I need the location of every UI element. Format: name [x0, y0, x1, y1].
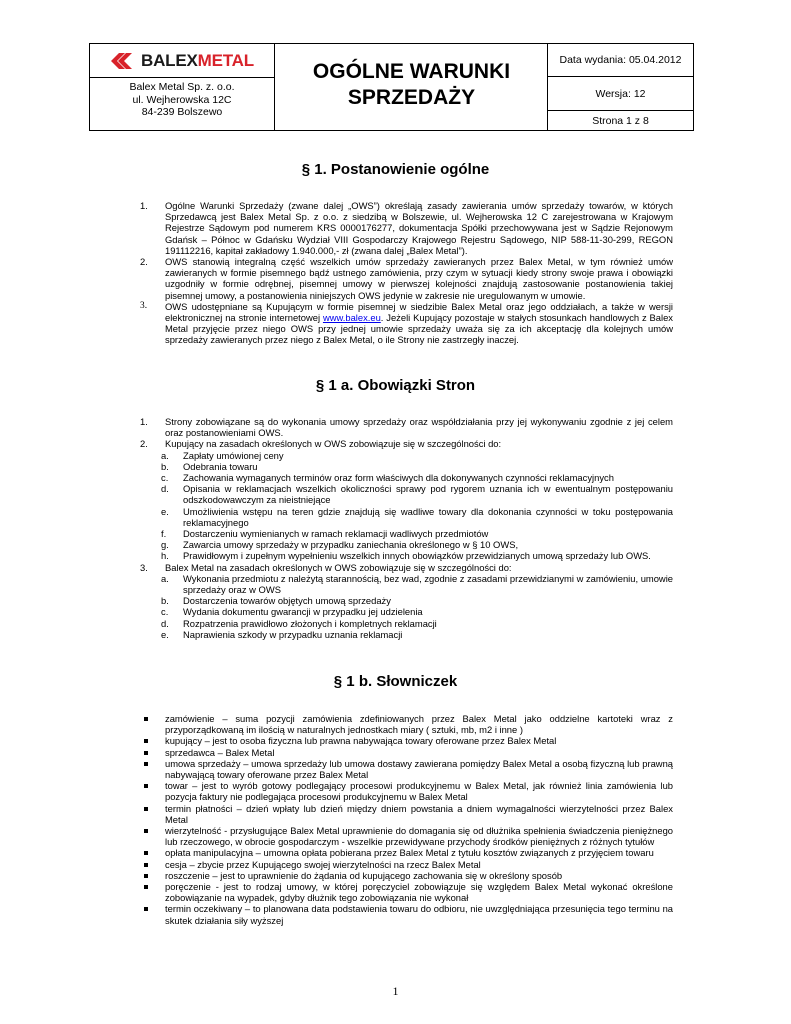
- glossary-item: [143, 713, 673, 735]
- sub-text: Prawidłowym i zupełnym wypełnieniu wszelkich innych obowiązków przewidzianych umową sprzedaży lub OWS.: [183, 550, 651, 562]
- sub-letter: e.: [161, 628, 169, 640]
- glossary-item: [143, 780, 673, 802]
- glossary-text: wierzytelność - przysługujące Balex Metal uprawnienie do domagania się od dłużnika spełnienia świadczenia pieniężnego lub rzeczowego, w obrocie gospodarczym - wszelkie przewidywane przychody środków pieniężnych z różnych tytułów: [165, 825, 673, 848]
- sub-letter: f.: [161, 528, 167, 540]
- sub-text: Wydania dokumentu gwarancji w przypadku jej udzielenia: [183, 606, 423, 618]
- section-1-list: [140, 200, 673, 346]
- sub-item: [140, 528, 673, 539]
- bullet-icon: [144, 874, 148, 878]
- glossary-text: opłata manipulacyjna – umowna opłata pobierana przez Balex Metal z tytułu kosztów związanych z przyjęciem towaru: [165, 847, 654, 859]
- sub-item: [140, 506, 673, 528]
- section-1a-title: § 1 a. Obowiązki Stron: [315, 377, 476, 394]
- document-title: [275, 59, 548, 111]
- bullet-icon: [144, 784, 148, 788]
- bullet-icon: [144, 717, 148, 721]
- sub-text: Naprawienia szkody w przypadku uznania reklamacji: [183, 628, 403, 640]
- sub-text: Opisania w reklamacjach wszelkich okoliczności sprawy pod rygorem uznania ich w ewentualnym postępowaniu odszkodowawczym za nieistniejące: [183, 483, 673, 506]
- glossary-list: [143, 713, 673, 926]
- item-text: OWS stanowią integralną część wszelkich umów sprzedaży zawieranych przez Balex Metal, w tym również umów zawieranych w formie pisemnego bądź ustnego zamówienia, przy czym w sytuacji kiedy strony swoje prawa i obowiązki uzgodniły w formie odrębnej, pisemnej umowy w pierwszej kolejności znajdują zastosowanie postanowienia takiej pisemnej umowy, a postanowienia niniejszych OWS jedynie w zakresie nie uregulowanym w umowie.: [165, 256, 673, 301]
- sub-item: [140, 550, 673, 561]
- list-item: [140, 200, 673, 256]
- item-text: . Jeżeli Kupujący pozostaje w stałych stosunkach handlowych z Balex Metal przyjęcie przez niego OWS przy jednej umowie sprzedaży uważa się za ich akceptację dla kolejnych umów sprzedaży zawieranych przez niego z Balex Metal, o ile Strony nie zastrzegły inaczej.: [165, 312, 673, 346]
- glossary-text: umowa sprzedaży – umowa sprzedaży lub umowa dostawy zawierana pomiędzy Balex Metal a osobą fizyczną lub prawną nabywającą towary oferowane przez Balex Metal: [165, 757, 673, 781]
- sub-item: [140, 629, 673, 640]
- balex-metal-logo: [111, 52, 254, 70]
- version: Wersja: 12: [548, 77, 693, 111]
- item-number: 3.: [140, 300, 148, 311]
- bullet-icon: [144, 762, 148, 766]
- sub-text: Zawarcia umowy sprzedaży w przypadku zaniechania określonego w § 10 OWS,: [183, 539, 519, 551]
- item-text: Ogólne Warunki Sprzedaży (zwane dalej „OWS”) określają zasady zawierania umów sprzedaży towarów, w których Sprzedawcą jest Balex Metal Sp. z o.o. z siedzibą w Bolszewie, ul. Wejherowska 12 C zarejestrowana w Krajowym Rejestrze Sądowym pod numerem KRS 0000176277, dokumentacja Spółki przechowywana jest w Sądzie Rejonowym Gdańsk – Północ w Gdańsku Wydział VIII Gospodarczy Krajowego Rejestru Sądowego, NIP 588-11-30-299, REGON 191112216, kapitał zakładowy 1.940.000,- zł (zwana dalej „Balex Metal”).: [165, 200, 673, 256]
- bullet-icon: [144, 739, 148, 743]
- sub-letter: a.: [161, 449, 169, 461]
- list-item: [140, 416, 673, 438]
- glossary-text: sprzedawca – Balex Metal: [165, 746, 275, 758]
- company-cell: [90, 44, 275, 130]
- glossary-item: [143, 825, 673, 847]
- glossary-item: [143, 803, 673, 825]
- list-item: [140, 301, 673, 346]
- bullet-icon: [144, 885, 148, 889]
- sub-text: Rozpatrzenia prawidłowo złożonych i kompletnych reklamacji: [183, 617, 437, 629]
- address-line: Balex Metal Sp. z. o.o.: [129, 81, 235, 93]
- document-meta-cells: [547, 44, 693, 130]
- sub-letter: b.: [161, 460, 169, 472]
- bullet-icon: [144, 807, 148, 811]
- sub-text: Dostarczeniu wymienianych w ramach reklamacji wadliwych przedmiotów: [183, 528, 489, 540]
- glossary-text: kupujący – jest to osoba fizyczna lub prawna nabywająca towary oferowane przez Balex Metal: [165, 735, 557, 747]
- glossary-item: [143, 747, 673, 758]
- balex-website-link[interactable]: www.balex.eu: [322, 312, 381, 324]
- document-header-table: [89, 43, 694, 131]
- sub-item: [140, 573, 673, 595]
- sub-item: [140, 618, 673, 629]
- sub-text: Zachowania wymaganych terminów oraz form właściwych dla dokonywanych czynności reklamacyjnych: [183, 472, 614, 484]
- glossary-text: cesja – zbycie przez Kupującego swojej wierzytelności na rzecz Balex Metal: [165, 858, 481, 870]
- section-1a-list: [140, 416, 673, 640]
- section-1-title: § 1. Postanowienie ogólne: [301, 161, 490, 178]
- bullet-icon: [144, 829, 148, 833]
- item-number: 2.: [140, 438, 148, 450]
- glossary-item: [143, 847, 673, 858]
- address-line: ul. Wejherowska 12C: [132, 93, 232, 106]
- glossary-text: termin oczekiwany – to planowana data podstawienia towaru do odbioru, nie uwzględniająca przesunięcia tego terminu na skutek działania siły wyższej: [165, 903, 673, 926]
- glossary-text: zamówienie – suma pozycji zamówienia zdefiniowanych przez Balex Metal jako oddzielne kartoteki wraz z przyporządkowaną im ilością w naturalnych jednostkach miary ( sztuki, mb, m2 i inne ): [165, 713, 673, 736]
- logo-mark-icon: [111, 53, 137, 69]
- glossary-text: roszczenie – jest to uprawnienie do żądania od kupującego zachowania się w określony sposób: [165, 869, 563, 881]
- address-line: 84-239 Bolszewo: [141, 106, 223, 118]
- glossary-item: [143, 881, 673, 903]
- company-address: [90, 81, 274, 119]
- item-number: 1.: [140, 200, 148, 211]
- item-text: Kupujący na zasadach określonych w OWS zobowiązuje się w szczególności do:: [165, 438, 502, 450]
- glossary-text: termin płatności – dzień wpłaty lub dzień między dniem powstania a dniem wymagalności wierzytelności przez Balex Metal: [165, 802, 673, 825]
- sub-item: [140, 595, 673, 606]
- sub-item: [140, 483, 673, 505]
- item-number: 1.: [140, 416, 148, 427]
- page-count: Strona 1 z 8: [592, 115, 649, 127]
- glossary-item: [143, 859, 673, 870]
- sub-letter: c.: [161, 606, 169, 618]
- item-text: Strony zobowiązane są do wykonania umowy sprzedaży oraz współdziałania przy jej wykonywaniu zgodnie z jej celem oraz postanowieniami OWS.: [165, 416, 673, 439]
- bullet-icon: [144, 907, 148, 911]
- bullet-icon: [144, 863, 148, 867]
- list-item: [140, 438, 673, 449]
- sub-letter: b.: [161, 595, 169, 607]
- sub-letter: g.: [161, 539, 169, 551]
- glossary-item: [143, 903, 673, 925]
- bullet-icon: [144, 851, 148, 855]
- sub-text: Dostarczenia towarów objętych umową sprzedaży: [183, 595, 391, 607]
- list-item: [140, 562, 673, 573]
- sub-text: Zapłaty umówionej ceny: [183, 449, 284, 461]
- sub-letter: d.: [161, 617, 169, 629]
- title-line: OGÓLNE WARUNKI: [312, 60, 511, 83]
- item-number: 2.: [140, 256, 148, 268]
- sub-item: [140, 472, 673, 483]
- sub-letter: d.: [161, 483, 169, 495]
- section-1b-title: § 1 b. Słowniczek: [333, 673, 458, 690]
- sub-text: Umożliwienia wstępu na teren gdzie znajdują się wadliwe towary dla dokonania czynności w toku postępowania reklamacyjnego: [183, 505, 673, 528]
- glossary-item: [143, 735, 673, 746]
- logo-text: BALEXMETAL: [141, 51, 254, 70]
- title-line: SPRZEDAŻY: [347, 86, 476, 109]
- sub-text: Odebrania towaru: [183, 460, 258, 472]
- sub-item: [140, 539, 673, 550]
- page-number: 1: [392, 984, 399, 998]
- logo-cell: [90, 44, 274, 78]
- title-cell: [275, 44, 548, 130]
- item-number: 3.: [140, 561, 148, 573]
- sub-letter: e.: [161, 505, 169, 517]
- sub-letter: c.: [161, 472, 169, 484]
- glossary-text: towar – jest to wyrób gotowy podlegający procesowi produkcyjnemu w Balex Metal, jak również linia zamówienia lub pozycja faktury nie podlegająca procesowi produkcyjnemu w Balex Metal: [165, 780, 673, 803]
- glossary-item: [143, 870, 673, 881]
- sub-item: [140, 606, 673, 617]
- glossary-item: [143, 758, 673, 780]
- list-item: [140, 256, 673, 301]
- item-text: OWS udostępniane są Kupującym w formie pisemnej w siedzibie Balex Metal oraz jego oddziałach, a także w wersji elektronicznej na stronie internetowej: [165, 300, 673, 324]
- bullet-icon: [144, 751, 148, 755]
- sub-letter: a.: [161, 572, 169, 584]
- glossary-text: poręczenie - jest to rodzaj umowy, w której poręczyciel zobowiązuje się względem Balex Metal wykonać określone zobowiązanie na wypadek, gdyby dłużnik tego zobowiązania nie wykonał: [165, 881, 673, 904]
- sub-letter: h.: [161, 550, 169, 562]
- sub-item: [140, 461, 673, 472]
- issue-date: Data wydania: 05.04.2012: [548, 44, 693, 77]
- sub-item: [140, 450, 673, 461]
- sub-text: Wykonania przedmiotu z należytą starannością, bez wad, zgodnie z zasadami przewidzianymi w zamówieniu, umowie sprzedaży oraz w OWS: [183, 572, 673, 596]
- item-text: Balex Metal na zasadach określonych w OWS zobowiązuje się w szczególności do:: [165, 561, 512, 573]
